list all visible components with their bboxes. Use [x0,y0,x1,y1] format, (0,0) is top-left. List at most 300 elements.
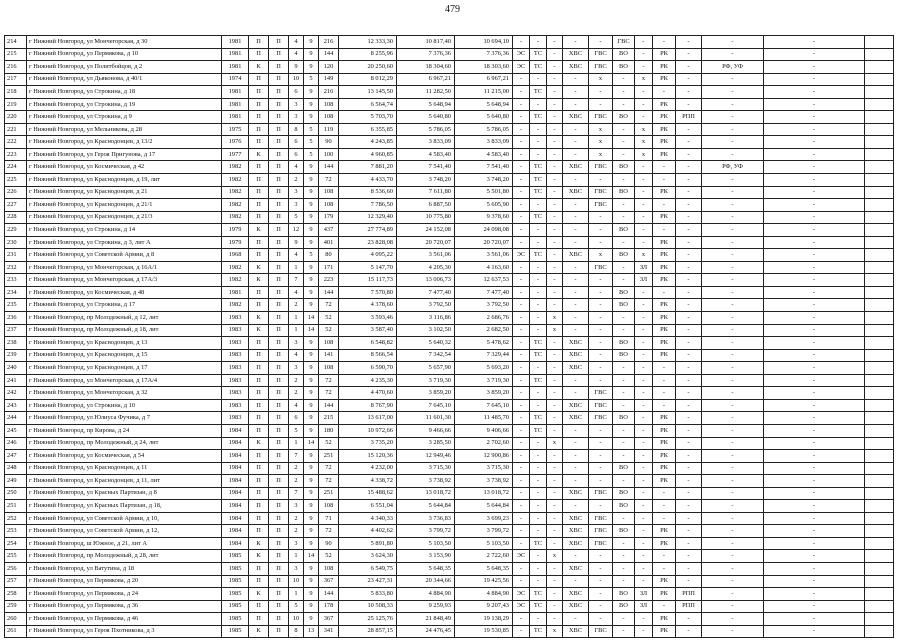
cell-year: 1984 [222,437,249,450]
cell-wall-material: К [249,437,269,450]
cell-apartments: 108 [319,337,339,350]
cell-basement: - [676,625,702,638]
cell-apartments: 52 [319,312,339,325]
cell-heating: ТС [530,86,547,99]
cell-basement: - [676,337,702,350]
table-row [5,199,894,212]
cell-cold-water: - [563,261,589,274]
cell-cold-water: ХВС [563,588,589,601]
cell-heating: ТС [530,61,547,74]
cell-cold-water: - [563,374,589,387]
cell-roof: РК [653,525,676,538]
cell-residential-area: 5 644,84 [455,500,513,513]
cell-roof: РК [653,186,676,199]
cell-row-index: 236 [5,312,27,325]
cell-apartments: 178 [319,600,339,613]
cell-extra: - [764,211,865,224]
cell-total-area: 6 548,82 [339,337,397,350]
cell-wall-material: П [249,48,269,61]
cell-year: 1984 [222,424,249,437]
cell-sewerage: - [613,274,635,287]
cell-living-area: 7 611,80 [397,186,455,199]
cell-year: 1979 [222,236,249,249]
cell-entrances: 5 [289,600,304,613]
cell-power: - [513,136,530,149]
cell-gas: - [547,337,563,350]
cell-living-area: 3 285,50 [397,437,455,450]
cell-elevator: ЗЛ [635,588,653,601]
cell-gas: - [547,286,563,299]
cell-living-area: 5 786,05 [397,123,455,136]
cell-col-type: П [269,450,289,463]
cell-facade: - [702,73,764,86]
cell-gas: - [547,274,563,287]
cell-extra: - [764,399,865,412]
cell-notes [865,224,894,237]
cell-basement: - [676,199,702,212]
cell-residential-area: 3 748,20 [455,174,513,187]
cell-col-type: П [269,475,289,488]
cell-roof: РК [653,437,676,450]
cell-row-index: 256 [5,562,27,575]
cell-floors: 9 [304,261,319,274]
cell-gas: - [547,374,563,387]
cell-residential-area: 12 900,86 [455,450,513,463]
cell-roof: - [653,512,676,525]
cell-facade: - [702,123,764,136]
cell-facade: - [702,299,764,312]
cell-entrances: 4 [289,286,304,299]
cell-address: г Нижний Новгород, ул Пермякова, д 36 [27,600,222,613]
cell-col-type: П [269,337,289,350]
cell-heating: ТС [530,48,547,61]
cell-notes [865,174,894,187]
cell-apartments: 223 [319,274,339,287]
cell-row-index: 239 [5,349,27,362]
cell-living-area: 5 648,35 [397,562,455,575]
cell-floors: 9 [304,575,319,588]
cell-entrances: 3 [289,362,304,375]
cell-hot-water: ГВС [589,387,613,400]
cell-extra: - [764,199,865,212]
cell-roof: РК [653,111,676,124]
cell-living-area: 6 967,21 [397,73,455,86]
cell-cold-water: ХВС [563,537,589,550]
cell-elevator: ЗЛ [635,261,653,274]
cell-living-area: 3 102,50 [397,324,455,337]
cell-floors: 9 [304,286,319,299]
cell-address: г Нижний Новгород, пр Молодежный, д 24, лит [27,437,222,450]
cell-year: 1982 [222,274,249,287]
cell-total-area: 15 117,73 [339,274,397,287]
cell-entrances: 2 [289,299,304,312]
cell-sewerage: ВО [613,487,635,500]
cell-wall-material: К [249,625,269,638]
cell-extra: - [764,462,865,475]
cell-living-area: 3 792,50 [397,299,455,312]
cell-notes [865,374,894,387]
cell-notes [865,625,894,638]
cell-wall-material: П [249,512,269,525]
cell-roof: - [653,550,676,563]
cell-address: г Нижний Новгород, ул Пермякова, д 10 [27,48,222,61]
cell-notes [865,136,894,149]
cell-elevator: - [635,562,653,575]
cell-floors: 9 [304,61,319,74]
cell-elevator: - [635,48,653,61]
cell-total-area: 4 433,70 [339,174,397,187]
cell-extra: - [764,512,865,525]
cell-extra: - [764,111,865,124]
cell-residential-area: 2 686,76 [455,312,513,325]
cell-elevator: - [635,161,653,174]
cell-wall-material: К [249,261,269,274]
cell-row-index: 222 [5,136,27,149]
cell-living-area: 11 601,30 [397,412,455,425]
cell-sewerage: - [613,73,635,86]
cell-floors: 9 [304,362,319,375]
cell-year: 1981 [222,48,249,61]
cell-elevator: - [635,387,653,400]
cell-address: г Нижний Новгород, ул Строкина, д 18 [27,86,222,99]
cell-cold-water: ХВС [563,487,589,500]
cell-total-area: 20 250,60 [339,61,397,74]
cell-hot-water: - [589,312,613,325]
cell-facade: - [702,261,764,274]
cell-total-area: 8 566,54 [339,349,397,362]
cell-col-type: П [269,562,289,575]
cell-living-area: 24 476,45 [397,625,455,638]
cell-notes [865,148,894,161]
cell-col-type: П [269,299,289,312]
cell-power: - [513,512,530,525]
cell-heating: ТС [530,349,547,362]
cell-facade: - [702,562,764,575]
cell-roof: РК [653,148,676,161]
table-row [5,387,894,400]
cell-address: г Нижний Новгород, ул Мончегорская, д 30 [27,36,222,49]
cell-elevator: ЗЛ [635,274,653,287]
cell-apartments: 367 [319,575,339,588]
cell-notes [865,450,894,463]
cell-sewerage: - [613,537,635,550]
cell-power: - [513,36,530,49]
cell-heating: ТС [530,186,547,199]
cell-total-area: 3 735,20 [339,437,397,450]
cell-power: - [513,625,530,638]
cell-gas: - [547,575,563,588]
cell-hot-water: - [589,500,613,513]
cell-elevator: - [635,625,653,638]
cell-residential-area: 3 833,09 [455,136,513,149]
cell-total-area: 25 125,76 [339,613,397,626]
cell-notes [865,550,894,563]
cell-facade: - [702,349,764,362]
cell-hot-water: - [589,462,613,475]
cell-roof: РК [653,613,676,626]
cell-heating: ТС [530,211,547,224]
cell-roof: - [653,36,676,49]
cell-extra: - [764,148,865,161]
cell-extra: - [764,349,865,362]
cell-elevator: - [635,512,653,525]
cell-gas: - [547,537,563,550]
cell-roof: - [653,399,676,412]
cell-heating: - [530,475,547,488]
cell-heating: - [530,500,547,513]
cell-basement: - [676,36,702,49]
cell-extra: - [764,123,865,136]
cell-heating: - [530,148,547,161]
cell-entrances: 2 [289,387,304,400]
cell-entrances: 10 [289,575,304,588]
cell-hot-water: х [589,249,613,262]
cell-sewerage: ВО [613,249,635,262]
cell-wall-material: П [249,236,269,249]
cell-notes [865,525,894,538]
cell-facade: - [702,487,764,500]
cell-extra: - [764,537,865,550]
cell-cold-water: - [563,73,589,86]
cell-roof: РК [653,312,676,325]
cell-notes [865,349,894,362]
cell-basement: - [676,550,702,563]
cell-notes [865,98,894,111]
cell-floors: 9 [304,399,319,412]
cell-facade: - [702,362,764,375]
cell-elevator: - [635,186,653,199]
cell-living-area: 4 583,40 [397,148,455,161]
cell-power: - [513,324,530,337]
cell-extra: - [764,625,865,638]
cell-row-index: 251 [5,500,27,513]
cell-heating: ТС [530,537,547,550]
cell-floors: 5 [304,136,319,149]
cell-address: г Нижний Новгород, ул Пермякова, д 46 [27,613,222,626]
cell-apartments: 52 [319,324,339,337]
cell-residential-area: 5 648,94 [455,98,513,111]
cell-total-area: 15 488,62 [339,487,397,500]
cell-apartments: 141 [319,349,339,362]
cell-basement: - [676,73,702,86]
cell-total-area: 4 402,62 [339,525,397,538]
cell-hot-water: - [589,362,613,375]
cell-sewerage: - [613,98,635,111]
cell-floors: 9 [304,161,319,174]
cell-row-index: 249 [5,475,27,488]
cell-row-index: 225 [5,174,27,187]
cell-power: ЭС [513,48,530,61]
cell-heating: - [530,261,547,274]
cell-cold-water: - [563,475,589,488]
cell-living-area: 5 644,84 [397,500,455,513]
cell-heating: - [530,199,547,212]
cell-cold-water: ХВС [563,48,589,61]
cell-hot-water: - [589,475,613,488]
cell-wall-material: П [249,412,269,425]
cell-residential-area: 2 722,60 [455,550,513,563]
cell-gas: - [547,123,563,136]
cell-apartments: 72 [319,299,339,312]
cell-power: - [513,437,530,450]
cell-address: г Нижний Новгород, ул Краснодонцев, д 21/1 [27,199,222,212]
cell-roof: РК [653,98,676,111]
cell-total-area: 28 857,15 [339,625,397,638]
cell-cold-water: ХВС [563,625,589,638]
cell-extra: - [764,525,865,538]
cell-notes [865,424,894,437]
cell-cold-water: - [563,211,589,224]
cell-total-area: 4 243,85 [339,136,397,149]
cell-col-type: П [269,48,289,61]
cell-notes [865,312,894,325]
cell-apartments: 108 [319,186,339,199]
cell-floors: 9 [304,450,319,463]
cell-extra: - [764,613,865,626]
cell-wall-material: П [249,462,269,475]
cell-power: - [513,613,530,626]
cell-heating: - [530,487,547,500]
cell-cold-water: - [563,450,589,463]
cell-facade: РФ, УФ [702,161,764,174]
table-row [5,450,894,463]
cell-apartments: 71 [319,512,339,525]
cell-row-index: 214 [5,36,27,49]
cell-extra: - [764,236,865,249]
cell-sewerage: - [613,625,635,638]
cell-entrances: 10 [289,613,304,626]
cell-entrances: 7 [289,450,304,463]
cell-sewerage: ВО [613,286,635,299]
cell-hot-water: ГВС [589,199,613,212]
cell-total-area: 13 617,00 [339,412,397,425]
cell-gas: - [547,148,563,161]
cell-year: 1983 [222,387,249,400]
cell-extra: - [764,387,865,400]
cell-address: г Нижний Новгород, ул Краснодонцев, д 19, лит [27,174,222,187]
cell-year: 1982 [222,261,249,274]
cell-hot-water: - [589,450,613,463]
cell-floors: 9 [304,274,319,287]
cell-gas: - [547,500,563,513]
cell-address: г Нижний Новгород, ул Космическая, д 48 [27,286,222,299]
cell-living-area: 24 152,08 [397,224,455,237]
cell-power: - [513,211,530,224]
cell-power: - [513,362,530,375]
cell-power: - [513,387,530,400]
cell-year: 1985 [222,613,249,626]
cell-cold-water: - [563,500,589,513]
cell-power: - [513,148,530,161]
table-row [5,349,894,362]
cell-living-area: 3 799,72 [397,525,455,538]
cell-wall-material: П [249,374,269,387]
cell-roof: РК [653,349,676,362]
cell-gas: - [547,412,563,425]
cell-entrances: 5 [289,424,304,437]
cell-heating: ТС [530,600,547,613]
cell-basement: - [676,123,702,136]
cell-heating: ТС [530,161,547,174]
cell-heating: - [530,575,547,588]
cell-floors: 9 [304,600,319,613]
cell-entrances: 6 [289,412,304,425]
cell-address: г Нижний Новгород, ул Политбойцов, д 2 [27,61,222,74]
cell-heating: - [530,123,547,136]
cell-wall-material: П [249,562,269,575]
cell-notes [865,86,894,99]
cell-residential-area: 7 376,36 [455,48,513,61]
table-row [5,274,894,287]
cell-entrances: 3 [289,562,304,575]
cell-row-index: 234 [5,286,27,299]
cell-roof: - [653,362,676,375]
cell-basement: - [676,299,702,312]
cell-roof: - [653,387,676,400]
cell-living-area: 13 006,73 [397,274,455,287]
cell-elevator: - [635,312,653,325]
cell-gas: - [547,487,563,500]
cell-floors: 9 [304,588,319,601]
cell-wall-material: П [249,424,269,437]
cell-living-area: 21 848,49 [397,613,455,626]
cell-heating: ТС [530,174,547,187]
cell-floors: 5 [304,123,319,136]
cell-basement: - [676,161,702,174]
cell-hot-water: ГВС [589,161,613,174]
cell-col-type: П [269,286,289,299]
cell-cold-water: ХВС [563,525,589,538]
cell-gas: - [547,462,563,475]
cell-roof: - [653,500,676,513]
cell-elevator: - [635,500,653,513]
cell-basement: - [676,48,702,61]
cell-facade: - [702,312,764,325]
cell-floors: 14 [304,437,319,450]
cell-hot-water: - [589,174,613,187]
table-row [5,261,894,274]
cell-power: - [513,424,530,437]
cell-residential-area: 3 715,30 [455,462,513,475]
cell-gas: - [547,249,563,262]
cell-address: г Нижний Новгород, ул Строкина, д 10 [27,399,222,412]
cell-cold-water: ХВС [563,161,589,174]
cell-year: 1975 [222,123,249,136]
cell-year: 1981 [222,36,249,49]
cell-year: 1981 [222,61,249,74]
cell-living-area: 3 859,20 [397,387,455,400]
cell-residential-area: 3 699,23 [455,512,513,525]
cell-power: ЭС [513,550,530,563]
cell-entrances: 8 [289,123,304,136]
cell-living-area: 7 477,40 [397,286,455,299]
cell-address: г Нижний Новгород, ул Строкина, д 9 [27,111,222,124]
cell-hot-water: - [589,349,613,362]
cell-roof: - [653,562,676,575]
cell-wall-material: П [249,362,269,375]
cell-heating: - [530,36,547,49]
cell-hot-water: х [589,73,613,86]
cell-elevator: - [635,575,653,588]
cell-roof: РК [653,48,676,61]
cell-apartments: 401 [319,236,339,249]
cell-cold-water: - [563,274,589,287]
table-row [5,537,894,550]
cell-power: - [513,274,530,287]
cell-year: 1985 [222,562,249,575]
cell-col-type: П [269,362,289,375]
cell-apartments: 215 [319,412,339,425]
